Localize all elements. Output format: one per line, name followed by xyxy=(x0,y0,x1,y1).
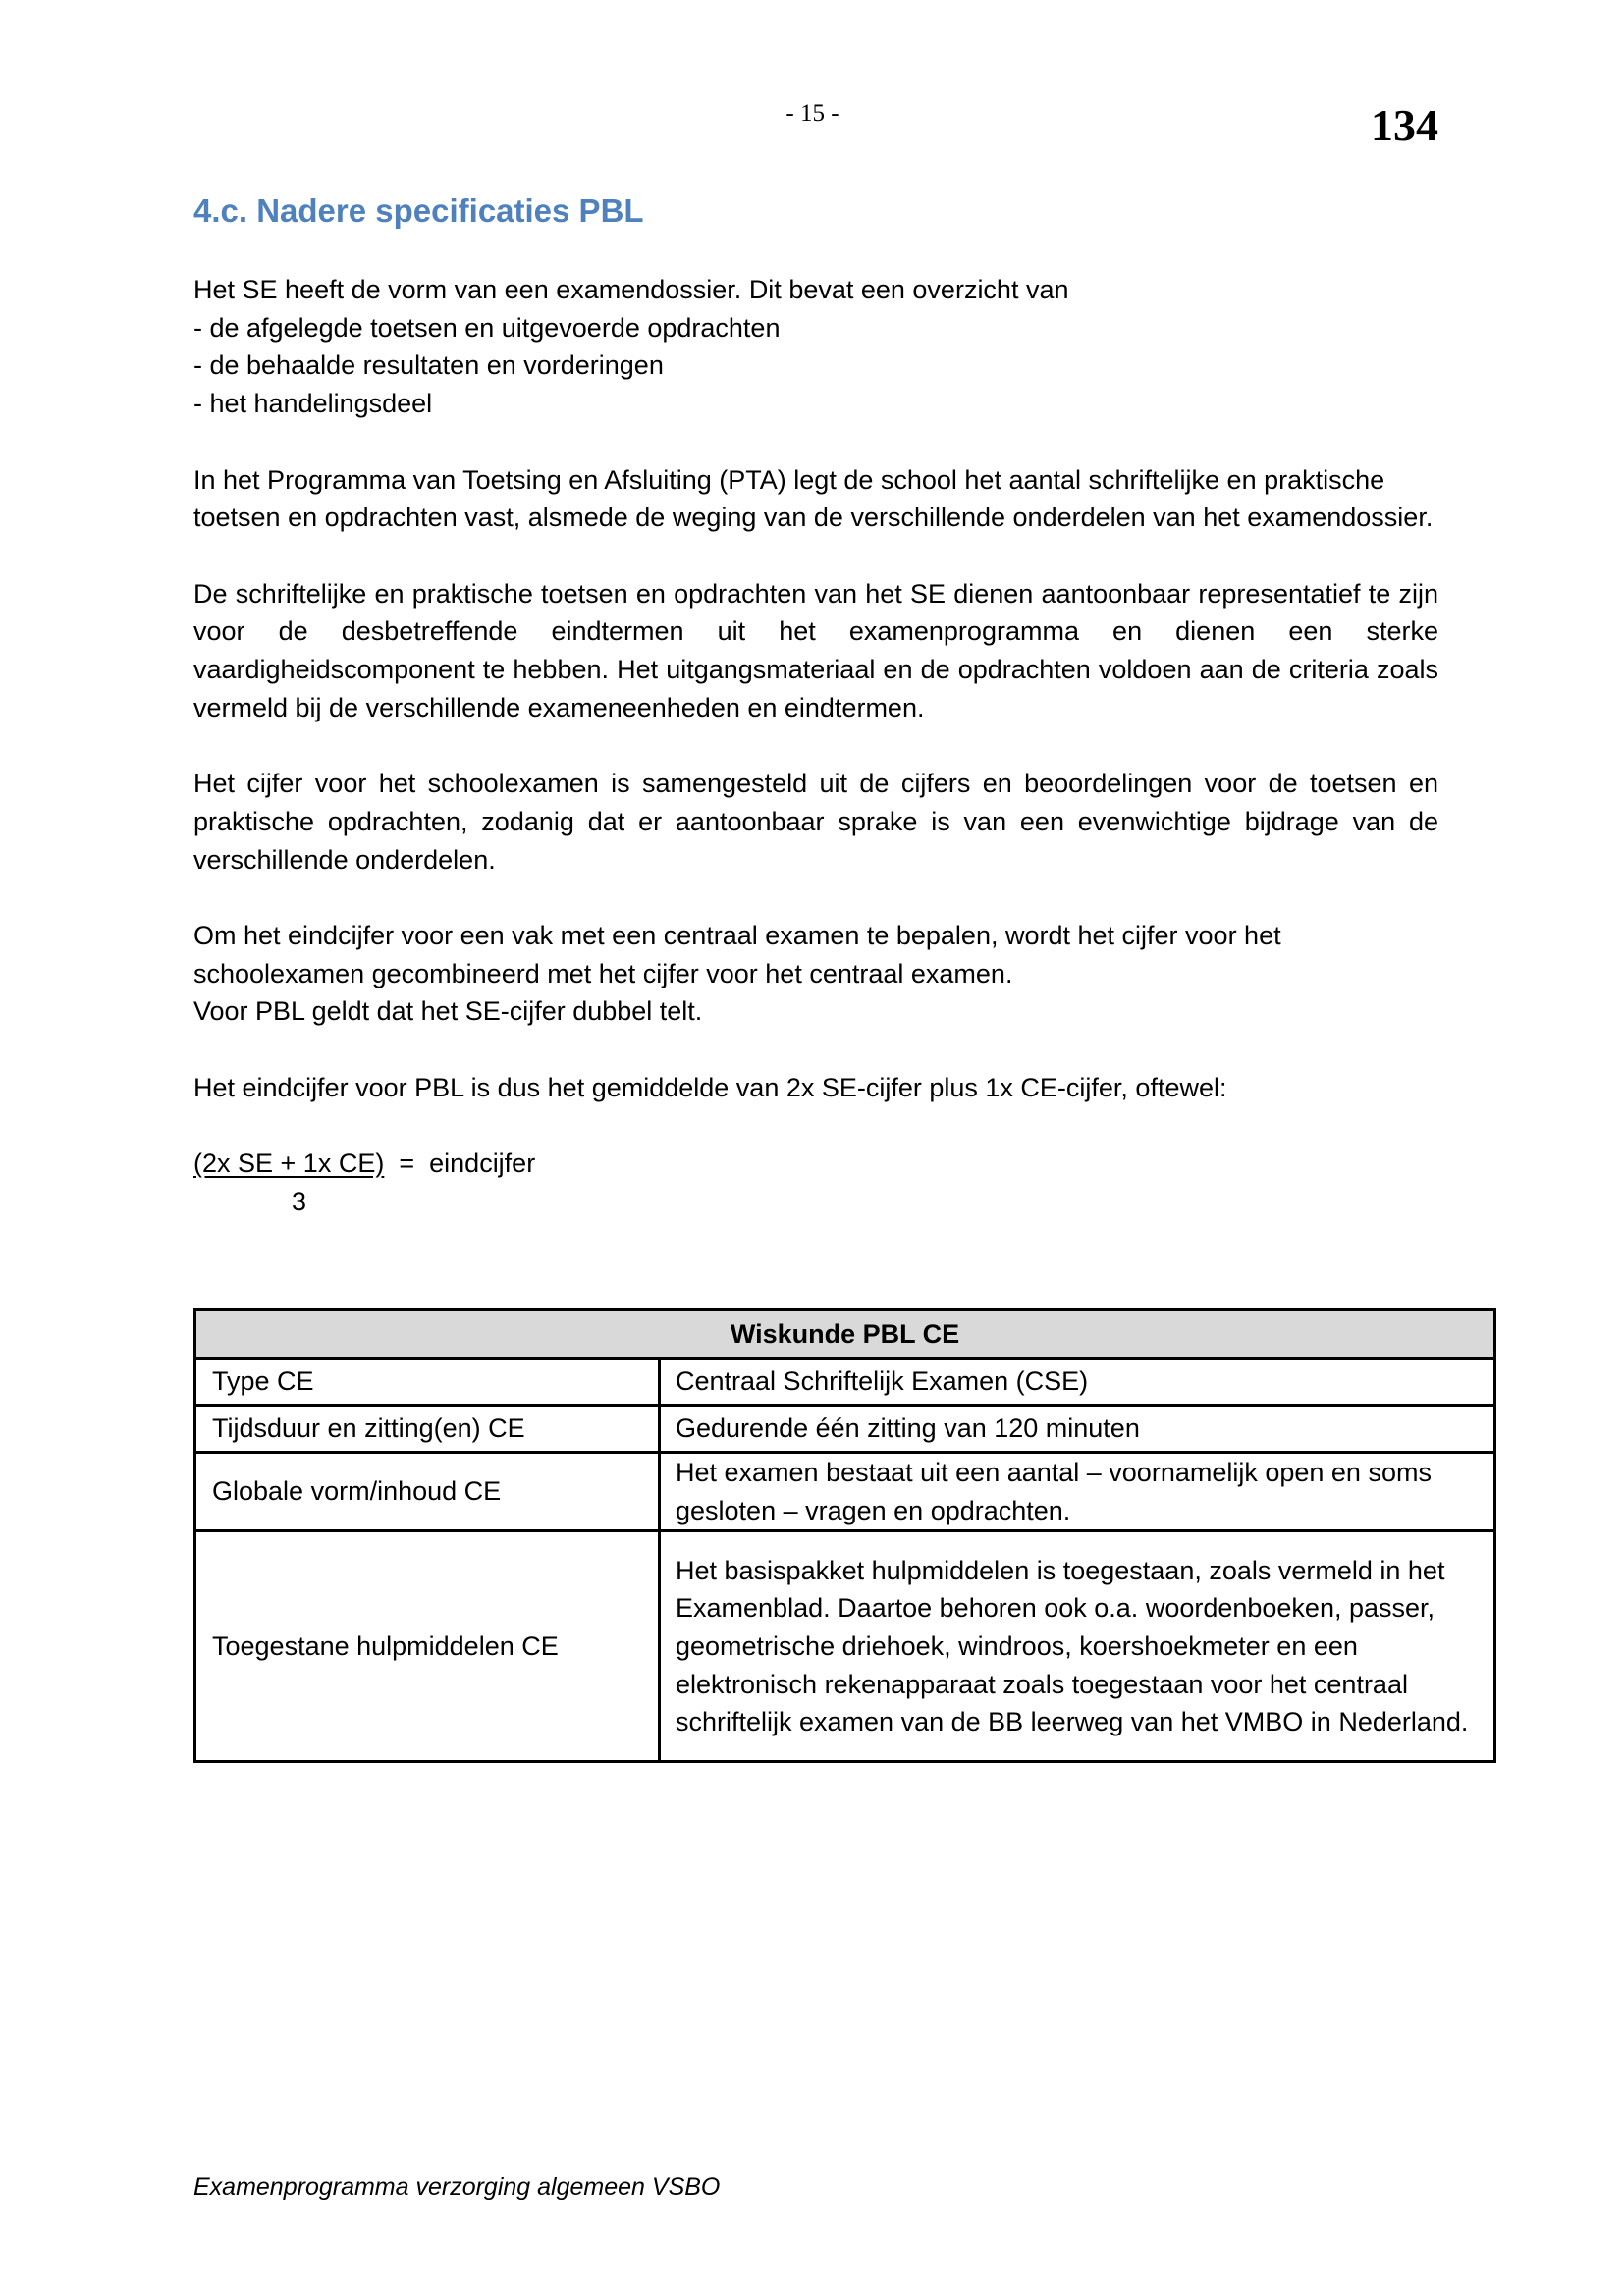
table-row xyxy=(195,1531,1495,1762)
row-value: Centraal Schriftelijk Examen (CSE) xyxy=(660,1359,1495,1406)
section-heading: 4.c. Nadere specificaties PBL xyxy=(193,192,644,229)
formula-result: eindcijfer xyxy=(429,1148,536,1179)
page-number: - 15 - xyxy=(785,100,839,127)
row-label: Type CE xyxy=(195,1359,660,1406)
exam-spec-table xyxy=(193,1308,1496,1763)
row-value: Het basispakket hulpmiddelen is toegestaan, zoals vermeld in het Examenblad. Daartoe behoren ook o.a. woordenboeken, passer, geometrische driehoek, windroos, koershoekmeter en een elektronisch rekenapparaat zoals toegestaan voor het centraal schriftelijk examen van de BB leerweg van het VMBO in Nederland. xyxy=(660,1531,1495,1762)
row-label: Toegestane hulpmiddelen CE xyxy=(195,1531,660,1762)
table-row xyxy=(195,1453,1495,1531)
paragraph-se-requirements: De schriftelijke en praktische toetsen en opdrachten van het SE dienen aantoonbaar representatief te zijn voor de desbetreffende eindtermen uit het examenprogramma en dienen een sterke vaardigheidscomponent te hebben. Het uitgangsmateriaal en de opdrachten voldoen aan de criteria zoals vermeld bij de verschillende exameneenheden en eindtermen. xyxy=(193,578,1438,722)
row-value: Het examen bestaat uit een aantal – voornamelijk open en soms gesloten – vragen en opdrachten. xyxy=(660,1453,1495,1531)
table-title: Wiskunde PBL CE xyxy=(195,1310,1495,1359)
row-label: Globale vorm/inhoud CE xyxy=(195,1453,660,1531)
paragraph-se-grade: Het cijfer voor het schoolexamen is samengesteld uit de cijfers en beoordelingen voor de toetsen en praktische opdrachten, zodanig dat er aantoonbaar sprake is van een evenwichtige bijdrage van de verschillende onderdelen. xyxy=(193,769,1438,875)
paragraph-final-grade xyxy=(193,917,1438,1031)
paragraph-pta: In het Programma van Toetsing en Afsluiting (PTA) legt de school het aantal schriftelijke en praktische toetsen en opdrachten vast, alsmede de weging van de verschillende onderdelen van het examendossier. xyxy=(193,464,1434,533)
paragraph-intro: Het SE heeft de vorm van een examendossier. Dit bevat een overzicht van xyxy=(193,275,1069,304)
formula-numerator: (2x SE + 1x CE) xyxy=(193,1148,385,1179)
table-header-row xyxy=(195,1310,1495,1359)
list-item: - de behaalde resultaten en vorderingen xyxy=(193,350,664,381)
document-number: 134 xyxy=(1371,100,1438,150)
list-item: - het handelingsdeel xyxy=(193,389,433,419)
page-footer: Examenprogramma verzorging algemeen VSBO xyxy=(193,2173,721,2201)
table-row xyxy=(195,1406,1495,1453)
row-value: Gedurende één zitting van 120 minuten xyxy=(660,1406,1495,1453)
formula-denominator: 3 xyxy=(292,1186,307,1216)
final-grade-text: Om het eindcijfer voor een vak met een centraal examen te bepalen, wordt het cijfer voor het schoolexamen gecombineerd met het cijfer voor het centraal examen. xyxy=(193,920,1281,988)
formula-equals: = xyxy=(399,1148,415,1179)
body-text xyxy=(193,271,1438,1220)
list-item: - de afgelegde toetsen en uitgevoerde opdrachten xyxy=(193,312,781,343)
paragraph-exam-dossier xyxy=(193,271,1438,423)
table-row xyxy=(195,1359,1495,1406)
grade-formula xyxy=(193,1145,1438,1220)
row-label: Tijdsduur en zitting(en) CE xyxy=(195,1406,660,1453)
paragraph-average: Het eindcijfer voor PBL is dus het gemiddelde van 2x SE-cijfer plus 1x CE-cijfer, oftewel: xyxy=(193,1072,1227,1102)
pbl-note: Voor PBL geldt dat het SE-cijfer dubbel telt. xyxy=(193,996,703,1027)
